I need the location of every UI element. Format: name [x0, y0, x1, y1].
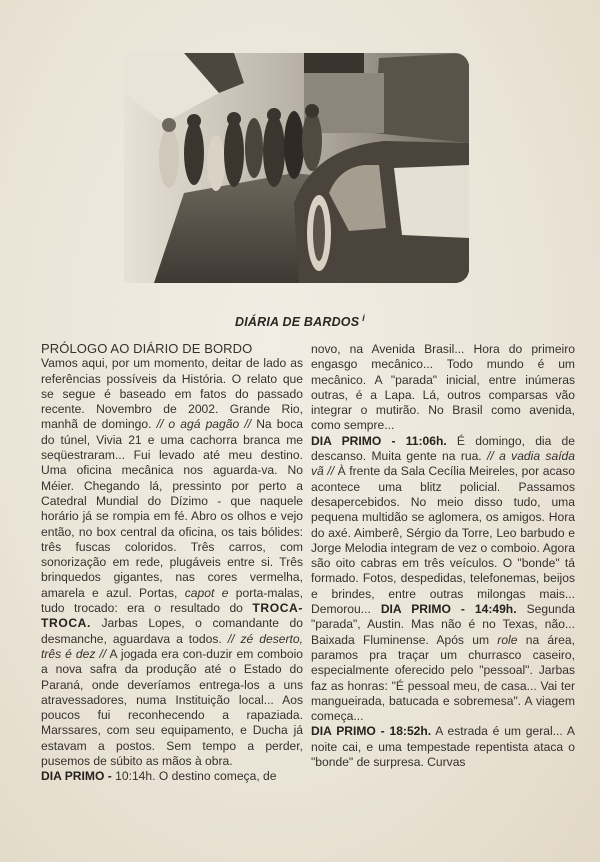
entry-timestamp: DIA PRIMO -	[41, 769, 112, 784]
text-run: Na boca do túnel, Vivia 21 e uma cachorra branca me seqüestraram... Fui levado até meu destino. Uma oficina mecânica nos aguarda-va. No Méier. Chegando lá, pressinto por perto a Catedral Mundial do Dízimo - que naquele horário já se rompia em fé. Abro os olhos e vejo então, no box central da oficina, os tais bólides: três fuscas coloridos. Três carros, com sonorização em rede, plugáveis entre si. Três brinquedos gigantes, nas cores vermelha, amarela e azul. Portas,	[41, 417, 304, 600]
entry-timestamp: DIA PRIMO - 14:49h.	[380, 602, 517, 617]
text-run: A estrada é um geral... A noite cai, e uma tempestade repentista ataca o "bonde" de surpresa. Curvas	[311, 724, 575, 770]
text-run: 10:14h. O destino começa, de	[111, 769, 277, 784]
italic-term: role	[497, 632, 518, 647]
text-run: Vamos aqui, por um momento, deitar de lado as referências possíveis da História. O relato que se segue é baseado em fatos do passado recente. Novembro de 2002. Grande Rio, manhã de domingo.	[41, 356, 303, 432]
italic-term: capot e	[184, 585, 229, 600]
entry-timestamp: DIA PRIMO - 11:06h.	[311, 433, 447, 448]
text-run: na área, paramos pra traçar um churrasco caseiro, especialmente oferecido pelo "pessoal". Jarbas faz as honras: "É pessoal meu, de casa... Vai ter mangueirada, batucada e sobremesa". A viagem começa...	[311, 632, 575, 724]
diary-entry	[311, 434, 575, 725]
street-photo	[124, 53, 469, 283]
text-run: A jogada era con-duzir em comboio a nova safra da produção até o Estado do Paraná, onde deveríamos entrega-los a uns atravessadores, numa Instituição local... Aos poucos fui reconhecendo a rapaziada. Marssares, com seu equipamento, e Ducha já estavam a postos. Sem tempo a perder, pusemos de súbito as mãos à obra.	[41, 646, 303, 769]
diary-entry	[311, 724, 575, 770]
italic-verse: // a vadia saída vã //	[311, 449, 576, 479]
title-footnote-marker: i	[362, 313, 365, 323]
left-column	[41, 341, 303, 785]
italic-verse: // zé deserto, três é dez //	[41, 631, 303, 661]
diary-entry	[41, 769, 303, 784]
right-column	[311, 342, 575, 770]
entry-timestamp: DIA PRIMO - 18:52h.	[311, 724, 432, 739]
bold-term: TROCA-TROCA.	[41, 601, 303, 631]
article-title	[0, 313, 600, 329]
prologue-paragraph	[41, 356, 303, 769]
text-run: À frente da Sala Cecília Meireles, por acaso acontece uma blitz policial. Passamos desapercebidos. No meio disso tudo, uma pequena multidão se aglomera, os amigos. Hora do axé. Aimberê, Sérgio da Torre, Leo barbudo e Jorge Melodia integram de vez o comboio. Agora são oito cabras em três veículos. O "bonde" tá formado. Fotos, despedidas, telefonemas, beijos e brindes, entre outras milongas mais... Demorou...	[311, 464, 575, 617]
text-run: Segunda "parada", Austin. Mas não é no Texas, não... Baixada Fluminense. Após um	[311, 602, 575, 647]
text-run: É domingo, dia de descanso. Muita gente na rua.	[311, 433, 575, 464]
text-run: porta-malas, tudo trocado: era o resultado do	[41, 585, 304, 616]
continuation-paragraph: novo, na Avenida Brasil... Hora do primeiro engasgo mecânico... Todo mundo é um mecânico. A "parada" inicial, entre inúmeras outras, é a Lapa. Lá, outros comparsas vão integrar o mutirão. No Brasil como avenida, como sempre...	[311, 342, 575, 433]
photo-image	[124, 53, 469, 283]
article-title-text: DIÁRIA DE BARDOS	[235, 315, 360, 330]
section-heading: PRÓLOGO AO DIÁRIO DE BORDO	[41, 341, 253, 356]
text-run: Jarbas Lopes, o comandante do desmanche, aguardava a todos.	[41, 616, 303, 646]
italic-verse: // o agá pagão //	[156, 417, 252, 432]
